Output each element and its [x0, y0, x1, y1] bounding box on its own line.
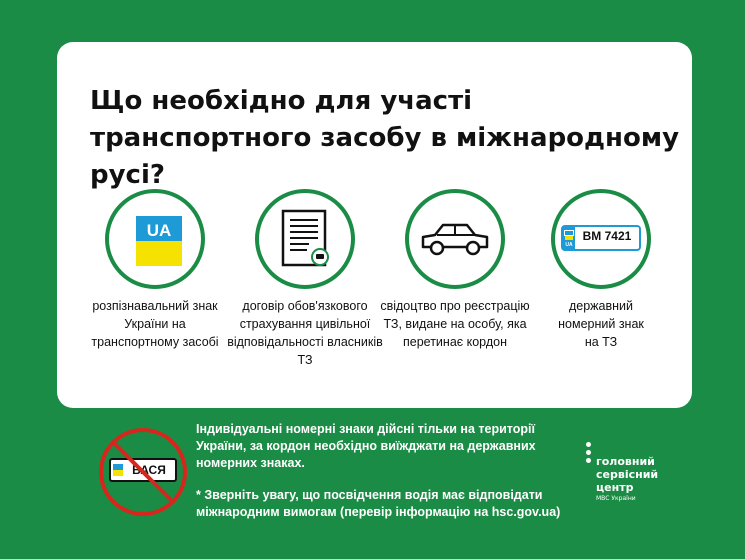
requirement-caption: державний номерний знак на ТЗ	[558, 299, 644, 349]
insurance-document-icon	[255, 189, 355, 289]
logo	[596, 455, 659, 504]
requirement-insurance	[225, 189, 385, 369]
plate-number: BM 7421	[582, 229, 632, 243]
plate-country: UA	[565, 242, 573, 248]
notice-footnote: * Зверніть увагу, що посвідчення водія має відповідати міжнародним вимогам (перевір інформацію на hsc.gov.ua)	[196, 488, 561, 519]
banned-plate-text: ВАСЯ	[132, 463, 166, 477]
ua-flag-label: UA	[136, 216, 182, 241]
logo-subtitle: МВС України	[596, 495, 636, 502]
logo-name: головний сервісний центр	[596, 455, 659, 494]
license-plate-icon	[551, 189, 651, 289]
requirement-caption: договір обов'язкового страхування цивільної відповідальності власників ТЗ	[227, 299, 383, 367]
requirement-ua-sticker	[75, 189, 235, 351]
requirement-registration	[375, 189, 535, 351]
requirement-plate	[521, 189, 681, 351]
prohibited-custom-plate-icon	[97, 426, 189, 518]
notice-text: Індивідуальні номерні знаки дійсні тільки на території України, за кордон необхідно виїжджати на державних номерних знаках.	[196, 422, 536, 470]
requirement-caption: розпізнавальний знак України на транспортному засобі	[91, 299, 219, 349]
page-title: Що необхідно для участі транспортного засобу в міжнародному русі?	[90, 86, 680, 190]
logo-mark	[584, 442, 594, 472]
requirement-caption: свідоцтво про реєстрацію ТЗ, видане на особу, яка перетинає кордон	[380, 299, 530, 349]
ua-sticker-icon	[105, 189, 205, 289]
car-icon	[405, 189, 505, 289]
